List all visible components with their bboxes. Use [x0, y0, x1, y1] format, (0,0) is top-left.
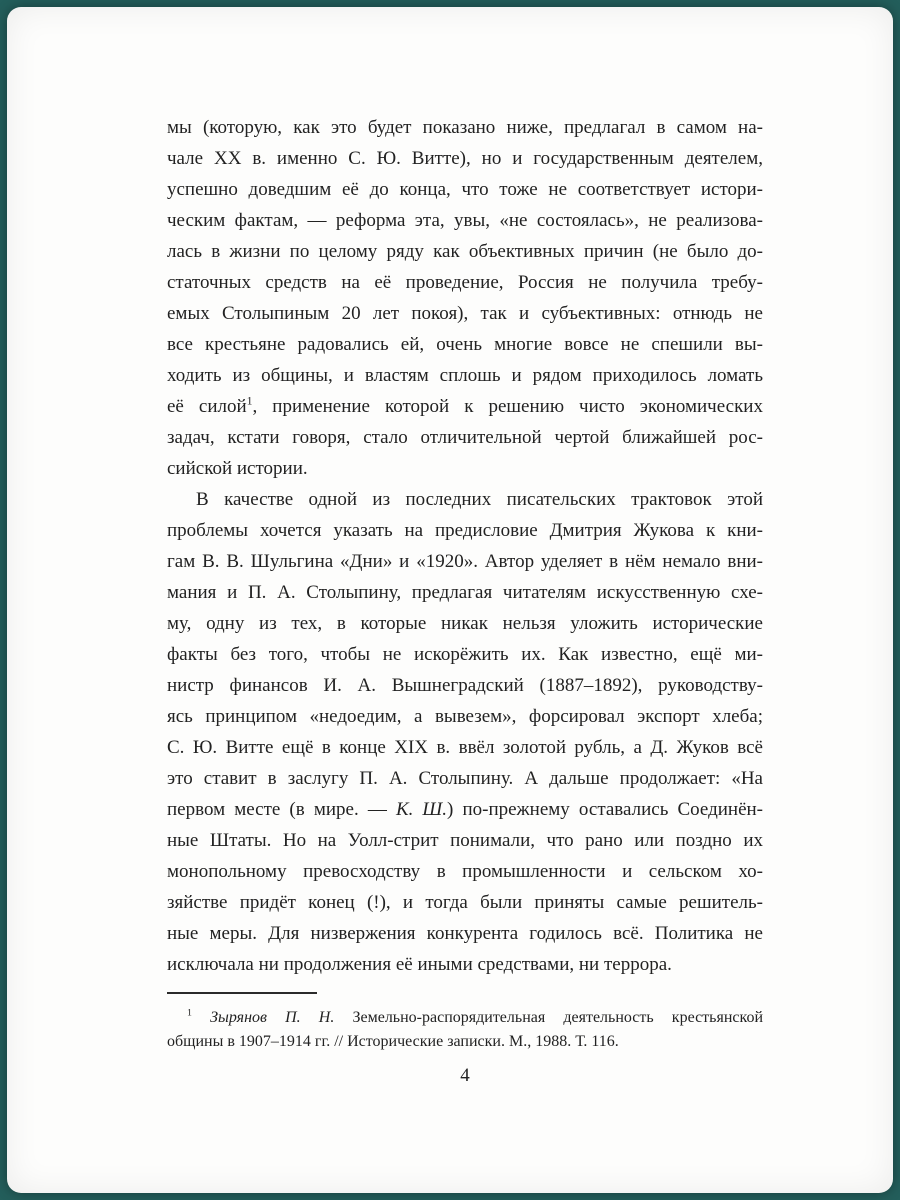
- text-line: задач, кстати говоря, стало отличительной чертой ближайшей рос-: [167, 427, 763, 448]
- text-line: факты без того, чтобы не искорёжить их. Как известно, ещё ми-: [167, 644, 763, 665]
- footnote: [167, 1006, 763, 1054]
- text-line: чале XX в. именно С. Ю. Витте), но и государственным деятелем,: [167, 148, 763, 169]
- text-line: её силой$^1$, применение которой к решению чисто экономических: [167, 394, 763, 417]
- text-line: проблемы хочется указать на предисловие Дмитрия Жукова к кни-: [167, 520, 763, 541]
- text-line: В качестве одной из последних писательских трактовок этой: [196, 489, 763, 510]
- text-line: мы (которую, как это будет показано ниже, предлагал в самом на-: [167, 117, 763, 138]
- text-line: гам В. В. Шульгина «Дни» и «1920». Автор уделяет в нём немало вни-: [167, 551, 763, 572]
- text-line: лась в жизни по целому ряду как объективных причин (не было до-: [167, 241, 763, 262]
- emphasized-text: Зырянов П. Н.: [210, 1009, 335, 1026]
- text-line: сийской истории.: [167, 458, 308, 479]
- text-line: статочных средств на её проведение, Россия не получила требу-: [167, 272, 763, 293]
- text-line: С. Ю. Витте ещё в конце XIX в. ввёл золотой рубль, а Д. Жуков всё: [167, 737, 763, 758]
- text-line: нистр финансов И. А. Вышнеградский (1887–1892), руководству-: [167, 675, 763, 696]
- footnote-line: общины в 1907–1914 гг. // Исторические записки. М., 1988. Т. 116.: [167, 1033, 619, 1050]
- text-line: это ставит в заслугу П. А. Столыпину. А дальше продолжает: «На: [167, 768, 763, 789]
- text-line: ные Штаты. Но на Уолл-стрит понимали, что рано или поздно их: [167, 830, 763, 851]
- text-line: успешно доведшим её до конца, что тоже не соответствует истори-: [167, 179, 763, 200]
- text-line: ясь принципом «недоедим, а вывезем», форсировал экспорт хлеба;: [167, 706, 763, 727]
- text-line: монопольному превосходству в промышленности и сельском хо-: [167, 861, 763, 882]
- footnote-marker: 1: [246, 394, 253, 408]
- book-page: [7, 7, 893, 1193]
- text-block: [167, 112, 763, 980]
- text-line: емых Столыпиным 20 лет покоя), так и субъективных: отнюдь не: [167, 303, 763, 324]
- text-line: ческим фактам, — реформа эта, увы, «не состоялась», не реализова-: [167, 210, 763, 231]
- footnote-line: $^1$ Зырянов П. Н. Земельно-распорядительная деятельность крестьянской: [187, 1007, 763, 1026]
- text-line: мания и П. А. Столыпину, предлагая читателям искусственную схе-: [167, 582, 763, 603]
- footnote-separator: [167, 992, 317, 994]
- footnote-marker: 1: [187, 1007, 192, 1019]
- text-line: ные меры. Для низвержения конкурента годилось всё. Политика не: [167, 923, 763, 944]
- emphasized-text: К. Ш.: [395, 799, 448, 820]
- text-line: зяйстве придёт конец (!), и тогда были приняты самые решитель-: [167, 892, 763, 913]
- text-line: исключала ни продолжения её иными средствами, ни террора.: [167, 954, 672, 975]
- paragraph: [167, 484, 763, 980]
- paragraph: [167, 112, 763, 484]
- text-line: ходить из общины, и властям сплошь и рядом приходилось ломать: [167, 365, 763, 386]
- text-line: му, одну из тех, в которые никак нельзя уложить исторические: [167, 613, 763, 634]
- page-number: 4: [460, 1065, 470, 1086]
- text-line: все крестьяне радовались ей, очень многие вовсе не спешили вы-: [167, 334, 763, 355]
- text-line: первом месте (в мире. — К. Ш.) по-прежнему оставались Соединён-: [167, 799, 763, 820]
